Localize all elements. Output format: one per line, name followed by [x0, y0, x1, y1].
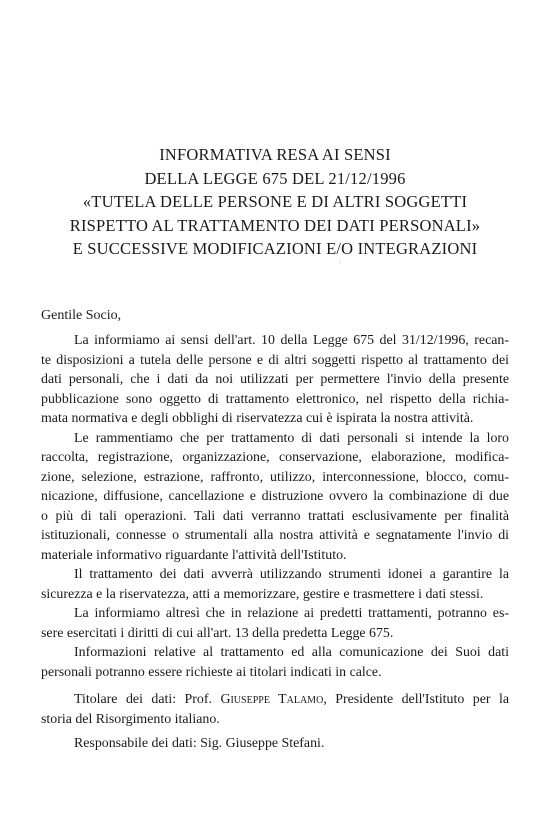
paragraph-1-line: La informiamo ai sensi dell'art. 10 della Legge 675 del 31/12/1996, recan- [74, 333, 509, 348]
paragraph-2-line: zione, selezione, estrazione, raffronto, utilizzo, interconnessione, blocco, comu- [41, 469, 509, 485]
heading-line-4: RISPETTO AL TRATTAMENTO DEI DATI PERSONALI» [69, 215, 481, 235]
paragraph-1-line: mata normativa e degli obblighi di riservatezza cui è ispirata la nostra attività. [41, 411, 474, 426]
paragraph-3-line: Il trattamento dei dati avverrà utilizzando strumenti idonei a garantire la [74, 567, 509, 582]
paragraph-5-line: Informazioni relative al trattamento ed alla comunicazione dei Suoi dati [74, 645, 509, 660]
heading-line-2: DELLA LEGGE 675 DEL 21/12/1996 [144, 168, 406, 188]
data-controller-block [41, 690, 509, 729]
paragraph-1-line: te disposizioni a tutela delle persone e di altri soggetti rispetto al trattamento dei [41, 352, 509, 368]
data-controller-prefix: Titolare dei dati: Prof. [74, 692, 221, 707]
paragraph-2-line: o più di tali operazioni. Tali dati verranno trattati esclusivamente per finalità [41, 508, 509, 524]
paragraph-2-line: raccolta, registrazione, organizzazione, conservazione, elaborazione, modifica- [41, 450, 509, 465]
data-controller-line [41, 690, 509, 710]
paragraph-2-line: Le rammentiamo che per trattamento di dati personali si intende la loro [74, 430, 509, 446]
paragraph-3-line: sicurezza e la riservatezza, atti a memorizzare, gestire e trasmettere i dati stessi. [41, 586, 484, 602]
paragraph-5-line: personali potranno essere richieste ai titolari indicati in calce. [41, 664, 382, 680]
paragraph-2-line: istituzionali, connesse o strumentali alla nostra attività e segnatamente l'invio di [41, 528, 509, 543]
document-heading [30, 143, 520, 261]
heading-line-1: INFORMATIVA RESA AI SENSI [159, 145, 391, 164]
heading-line-5: E SUCCESSIVE MODIFICAZIONI E/O INTEGRAZIONI [72, 239, 478, 259]
salutation: Gentile Socio, [41, 308, 122, 323]
scan-speck [340, 262, 341, 263]
paragraph-1-line: pubblicazione sono oggetto di trattamento elettronico, nel rispetto della richia- [41, 391, 509, 407]
data-controller-name: Giuseppe Talamo [220, 692, 324, 707]
paragraph-2-line: nicazione, diffusione, cancellazione e distruzione ovvero la combinazione di due [41, 489, 509, 504]
heading-line-3: «TUTELA DELLE PERSONE E DI ALTRI SOGGETTI [82, 192, 468, 212]
data-manager-block [41, 734, 509, 754]
paragraph-2-line: materiale informativo riguardante l'attività dell'Istituto. [41, 547, 347, 563]
data-controller-suffix: , Presidente dell'Istituto per la [323, 692, 510, 707]
data-manager-line: Responsabile dei dati: Sig. Giuseppe Stefani. [74, 736, 325, 751]
body-text [41, 331, 509, 682]
paragraph-4-line: sere esercitati i diritti di cui all'art. 13 della predetta Legge 675. [41, 625, 394, 641]
paragraph-1-line: dati personali, che i dati da noi utilizzati per permettere l'invio della presente [41, 372, 509, 387]
data-controller-line-2: storia del Risorgimento italiano. [41, 711, 220, 727]
paragraph-4-line: La informiamo altresì che in relazione ai predetti trattamenti, potranno es- [74, 606, 509, 621]
